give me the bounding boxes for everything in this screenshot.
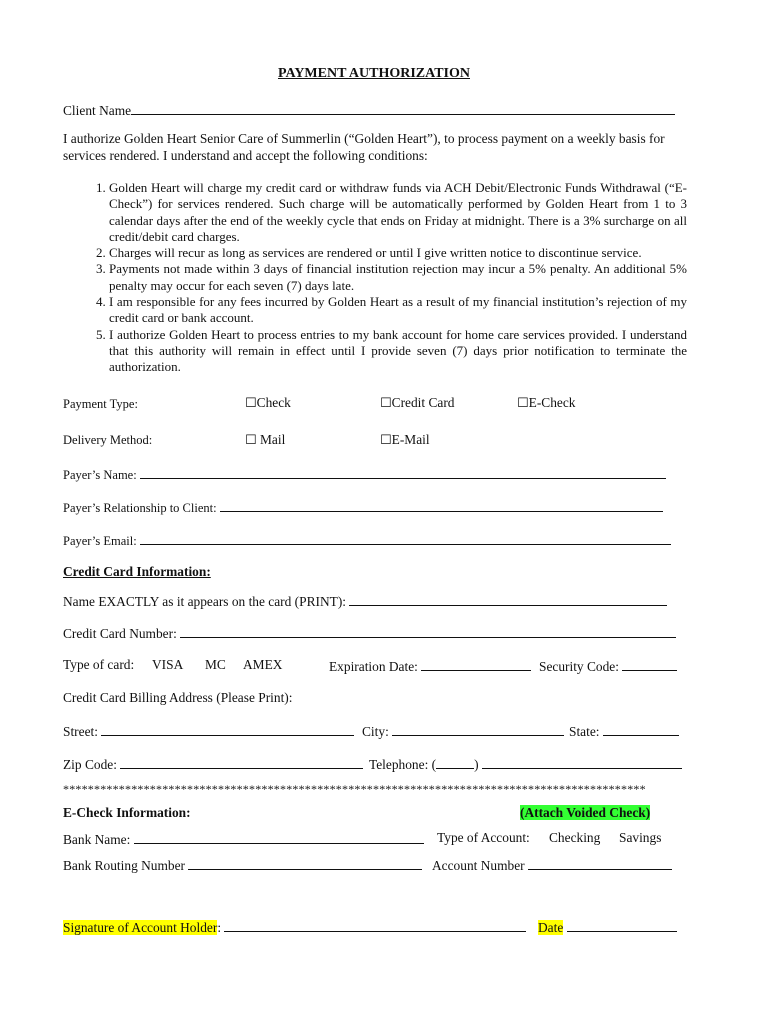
- card-type-amex[interactable]: AMEX: [243, 657, 283, 672]
- client-name-label: Client Name: [63, 103, 132, 118]
- checkbox-icon[interactable]: ☐: [517, 396, 529, 411]
- signature-field[interactable]: [224, 918, 526, 932]
- checkbox-icon[interactable]: ☐: [380, 396, 392, 411]
- checkbox-icon[interactable]: ☐: [245, 433, 257, 448]
- routing-label: Bank Routing Number: [63, 858, 185, 873]
- payer-relationship-label: Payer’s Relationship to Client:: [63, 501, 217, 515]
- card-type-label: Type of card:: [63, 657, 135, 672]
- separator: **********************************************************************************************: [63, 782, 646, 796]
- date-field[interactable]: [567, 918, 677, 932]
- account-type-savings[interactable]: Savings: [619, 830, 662, 845]
- client-name-field[interactable]: [131, 101, 675, 115]
- payer-email-label: Payer’s Email:: [63, 534, 137, 548]
- telephone-label: Telephone: (: [369, 757, 437, 772]
- signature-row: Signature of Account Holder:: [63, 918, 526, 936]
- billing-address-label: Credit Card Billing Address (Please Print):: [63, 690, 293, 705]
- payer-email-field[interactable]: [140, 531, 671, 545]
- security-code-row: [539, 657, 677, 675]
- street-label: Street:: [63, 724, 98, 739]
- attach-voided-check-note: (Attach Voided Check): [520, 805, 651, 820]
- credit-card-heading: Credit Card Information:: [63, 564, 211, 579]
- condition-item: 4. I am responsible for any fees incurred by Golden Heart as a result of my financial institution’s rejection of my credit card or bank account.: [109, 294, 687, 327]
- payer-relationship-field[interactable]: [220, 498, 663, 512]
- condition-item: 5. I authorize Golden Heart to process entries to my bank account for home care services provided. I understand that this authority will remain in effect until I provide seven (7) days prior notification to terminate the authorization.: [109, 327, 687, 376]
- city-field[interactable]: [392, 722, 564, 736]
- page-title: PAYMENT AUTHORIZATION: [277, 66, 470, 81]
- condition-item: 2. Charges will recur as long as services are rendered or until I give written notice to discontinue service.: [109, 245, 687, 261]
- expiration-field[interactable]: [421, 657, 531, 671]
- card-number-field[interactable]: [180, 624, 676, 638]
- echeck-heading: E-Check Information:: [63, 805, 191, 820]
- city-row: [362, 722, 564, 740]
- date-label: Date: [538, 920, 564, 935]
- state-row: [569, 722, 679, 740]
- card-name-field[interactable]: [349, 592, 667, 606]
- zip-field[interactable]: [120, 755, 363, 769]
- payment-option-credit-card[interactable]: ☐Credit Card: [380, 395, 455, 411]
- checkbox-icon[interactable]: ☐: [380, 433, 392, 448]
- bank-name-label: Bank Name:: [63, 832, 131, 847]
- account-number-field[interactable]: [528, 856, 672, 870]
- payer-name-field[interactable]: [140, 465, 666, 479]
- conditions-list: [63, 180, 687, 376]
- payer-name-row: [63, 465, 666, 483]
- zip-row: [63, 755, 363, 773]
- expiration-row: [329, 657, 531, 675]
- street-row: [63, 722, 354, 740]
- card-type-mc[interactable]: MC: [205, 657, 226, 672]
- condition-item: 1. Golden Heart will charge my credit card or withdraw funds via ACH Debit/Electronic Funds Withdrawal (“E-Check”) for services rendered. Such charge will be automatically performed by Golden Heart from 1 to 3 calendar days after the end of the weekly cycle that ends on Friday at midnight. There is a 3% surcharge on all credit/debit card charges.: [109, 180, 687, 245]
- routing-field[interactable]: [188, 856, 422, 870]
- card-type-visa[interactable]: VISA: [152, 657, 184, 672]
- area-code-field[interactable]: [436, 755, 474, 769]
- payer-email-row: [63, 531, 671, 549]
- account-number-row: [432, 856, 672, 874]
- condition-item: 3. Payments not made within 3 days of financial institution rejection may incur a 5% penalty. An additional 5% penalty may occur for each seven (7) days late.: [109, 261, 687, 294]
- account-type-label: Type of Account:: [437, 830, 530, 845]
- delivery-option-email[interactable]: ☐E-Mail: [380, 432, 430, 448]
- account-type-checking[interactable]: Checking: [549, 830, 601, 845]
- bank-name-row: [63, 830, 424, 848]
- card-name-label: Name EXACTLY as it appears on the card (PRINT):: [63, 594, 347, 609]
- payer-relationship-row: [63, 498, 663, 516]
- security-code-field[interactable]: [622, 657, 677, 671]
- security-code-label: Security Code:: [539, 659, 619, 674]
- street-field[interactable]: [101, 722, 354, 736]
- telephone-field[interactable]: [482, 755, 682, 769]
- payment-option-echeck[interactable]: ☐E-Check: [517, 395, 576, 411]
- bank-name-field[interactable]: [134, 830, 424, 844]
- zip-label: Zip Code:: [63, 757, 117, 772]
- expiration-label: Expiration Date:: [329, 659, 418, 674]
- checkbox-icon[interactable]: ☐: [245, 396, 257, 411]
- date-row: [538, 918, 677, 936]
- payment-type-label: Payment Type:: [63, 397, 138, 411]
- payer-name-label: Payer’s Name:: [63, 468, 137, 482]
- card-name-row: [63, 592, 667, 610]
- state-field[interactable]: [603, 722, 679, 736]
- city-label: City:: [362, 724, 389, 739]
- payment-option-check[interactable]: ☐Check: [245, 395, 291, 411]
- client-name-row: [63, 101, 675, 119]
- account-number-label: Account Number: [432, 858, 525, 873]
- signature-label: Signature of Account Holder: [63, 920, 218, 935]
- delivery-option-mail[interactable]: ☐ Mail: [245, 432, 286, 448]
- card-number-label: Credit Card Number:: [63, 626, 177, 641]
- delivery-method-label: Delivery Method:: [63, 433, 153, 447]
- routing-row: [63, 856, 422, 874]
- card-number-row: [63, 624, 676, 642]
- telephone-row: Telephone: ( ): [369, 755, 682, 773]
- state-label: State:: [569, 724, 600, 739]
- intro-paragraph: I authorize Golden Heart Senior Care of Summerlin (“Golden Heart”), to process payment on a weekly basis for services rendered. I understand and accept the following conditions:: [63, 131, 665, 163]
